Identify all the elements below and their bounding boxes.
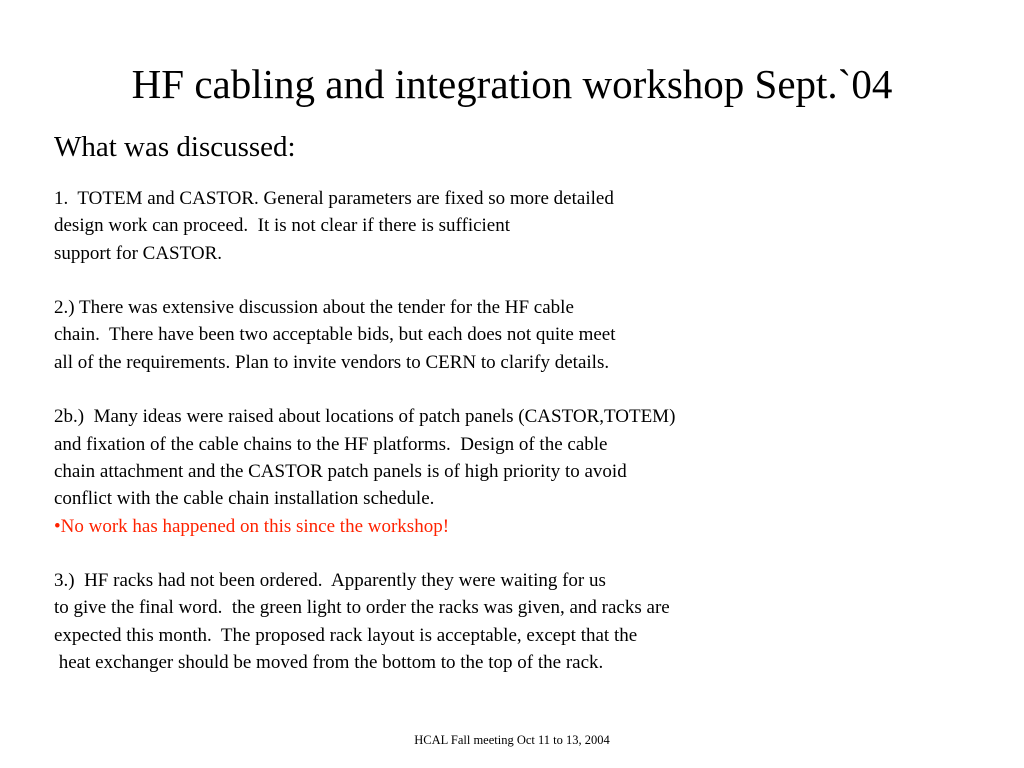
body-line: chain. There have been two acceptable bids, but each does not quite meet xyxy=(54,324,616,346)
slide-footer: HCAL Fall meeting Oct 11 to 13, 2004 xyxy=(414,733,610,747)
body-line-blank xyxy=(54,540,994,567)
slide-body xyxy=(54,185,994,676)
slide-title: HF cabling and integration workshop Sept.`04 xyxy=(131,61,893,107)
body-line: expected this month. The proposed rack layout is acceptable, except that the xyxy=(54,624,638,646)
body-line: heat exchanger should be moved from the bottom to the top of the rack. xyxy=(54,652,604,674)
body-line: all of the requirements. Plan to invite vendors to CERN to clarify details. xyxy=(54,351,610,373)
body-line: 3.) HF racks had not been ordered. Apparently they were waiting for us xyxy=(54,570,606,592)
body-line: support for CASTOR. xyxy=(54,242,223,264)
body-line-blank xyxy=(54,267,994,294)
body-line: 2.) There was extensive discussion about the tender for the HF cable xyxy=(54,297,574,319)
slide-subtitle: What was discussed: xyxy=(54,131,296,163)
body-line-highlight: •No work has happened on this since the workshop! xyxy=(54,515,450,537)
body-line: chain attachment and the CASTOR patch panels is of high priority to avoid xyxy=(54,460,627,482)
body-line: 2b.) Many ideas were raised about locations of patch panels (CASTOR,TOTEM) xyxy=(54,406,676,428)
body-line: and fixation of the cable chains to the HF platforms. Design of the cable xyxy=(54,433,608,455)
body-line: to give the final word. the green light to order the racks was given, and racks are xyxy=(54,597,670,619)
body-line: conflict with the cable chain installation schedule. xyxy=(54,488,435,510)
body-line-blank xyxy=(54,376,994,403)
body-line: design work can proceed. It is not clear if there is sufficient xyxy=(54,215,511,237)
body-line: 1. TOTEM and CASTOR. General parameters are fixed so more detailed xyxy=(54,188,614,209)
